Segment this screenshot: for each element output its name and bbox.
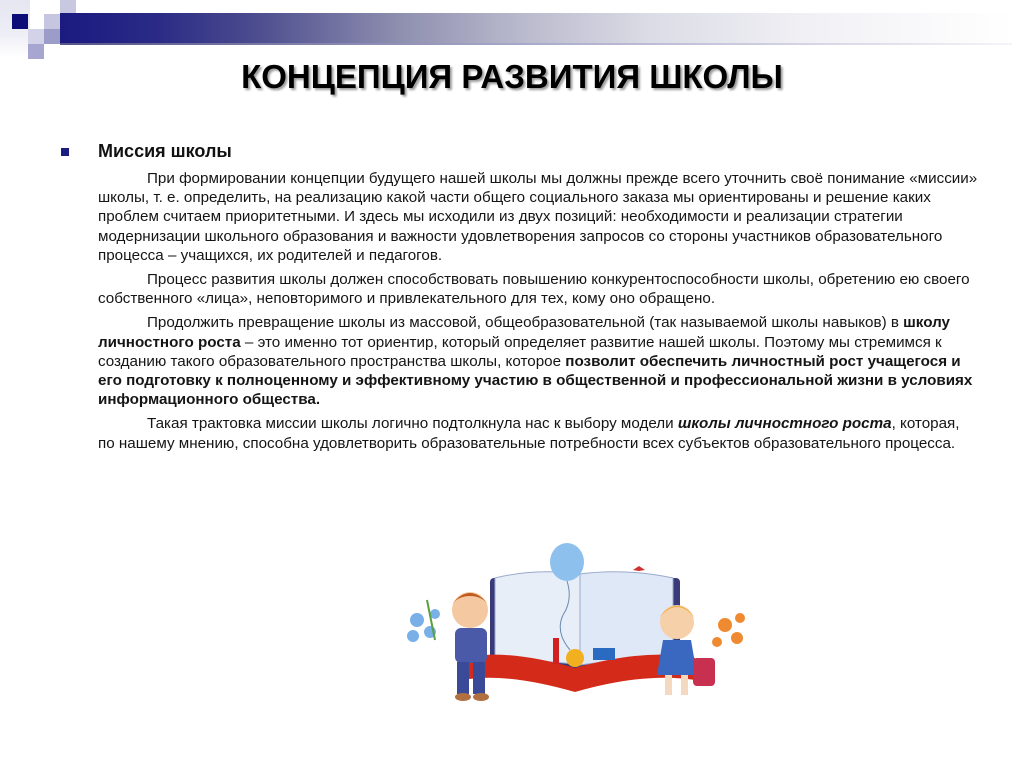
girl-dress (657, 640, 697, 675)
decorative-square (44, 29, 60, 44)
paragraph-4 (98, 414, 978, 452)
paragraph-text: , которая, по нашему мнению, способна удовлетворить образовательные потребности всех субъектов образовательного процесса. (98, 415, 960, 452)
decorative-square (44, 14, 60, 29)
bold-phrase: школу личностного роста (98, 314, 950, 351)
school-bag (693, 658, 715, 686)
paragraph-text: Продолжить превращение школы из массовой, общеобразовательной (так называемой школы навыков) в (147, 314, 904, 332)
paragraph-text: При формировании концепции будущего нашей школы мы должны прежде всего уточнить своё понимание «миссии» школы, т. е. определить, на реализацию какой части общего социального заказа мы ориентированы и решение каких проблем считаем приоритетными. И здесь мы исходили из двух позиций: необходимости и реализации стратегии модернизации школьного образования и важности удовлетворения запросов со стороны участников образовательного процесса – учащихся, их родителей и педагогов. (98, 170, 978, 264)
bold-italic-phrase: школы личностного роста (677, 415, 892, 433)
paragraph-text: Процесс развития школы должен способствовать повышению конкурентоспособности школы, обретению ею своего собственного «лица», неповторимого и привлекательного для тех, кому оно обращено. (98, 271, 970, 308)
decorative-square (28, 29, 44, 44)
bird-icon (633, 566, 645, 571)
boy-face (452, 592, 488, 628)
bold-phrase: позволит обеспечить личностный рост учащегося и его подготовку к полноценному и эффективному участию в общественной и профессиональной жизни в условиях информационного общества. (98, 352, 973, 409)
paragraph-1 (98, 169, 978, 265)
decorative-fade-column (0, 0, 30, 58)
header-bar-underline (60, 43, 1012, 45)
paragraph-text: Такая трактовка миссии школы логично подтолкнула нас к выбору модели (147, 415, 678, 433)
book-left-page (495, 572, 580, 665)
slide-title: КОНЦЕПЦИЯ РАЗВИТИЯ ШКОЛЫ (241, 58, 783, 95)
boy-body (455, 628, 487, 663)
pencil-icon (553, 638, 559, 664)
paragraph-2 (98, 270, 978, 308)
paragraph-text: – это именно тот ориентир, который определяет развитие нашей школы. Поэтому мы стремимся к созданию такого образовательного пространства школы, которое (98, 333, 942, 370)
school-illustration (395, 540, 750, 710)
paragraph-3 (98, 313, 978, 409)
decorative-square (12, 14, 28, 29)
header-gradient-bar (60, 13, 1012, 44)
bullet-heading: Миссия школы (98, 141, 232, 161)
square-bullet-icon (61, 148, 69, 156)
apple-icon (566, 649, 584, 667)
girl-face (660, 605, 694, 639)
decorative-square (28, 44, 44, 59)
body-text (98, 169, 978, 458)
balloon-icon (550, 543, 584, 581)
flowers-right (712, 613, 745, 647)
